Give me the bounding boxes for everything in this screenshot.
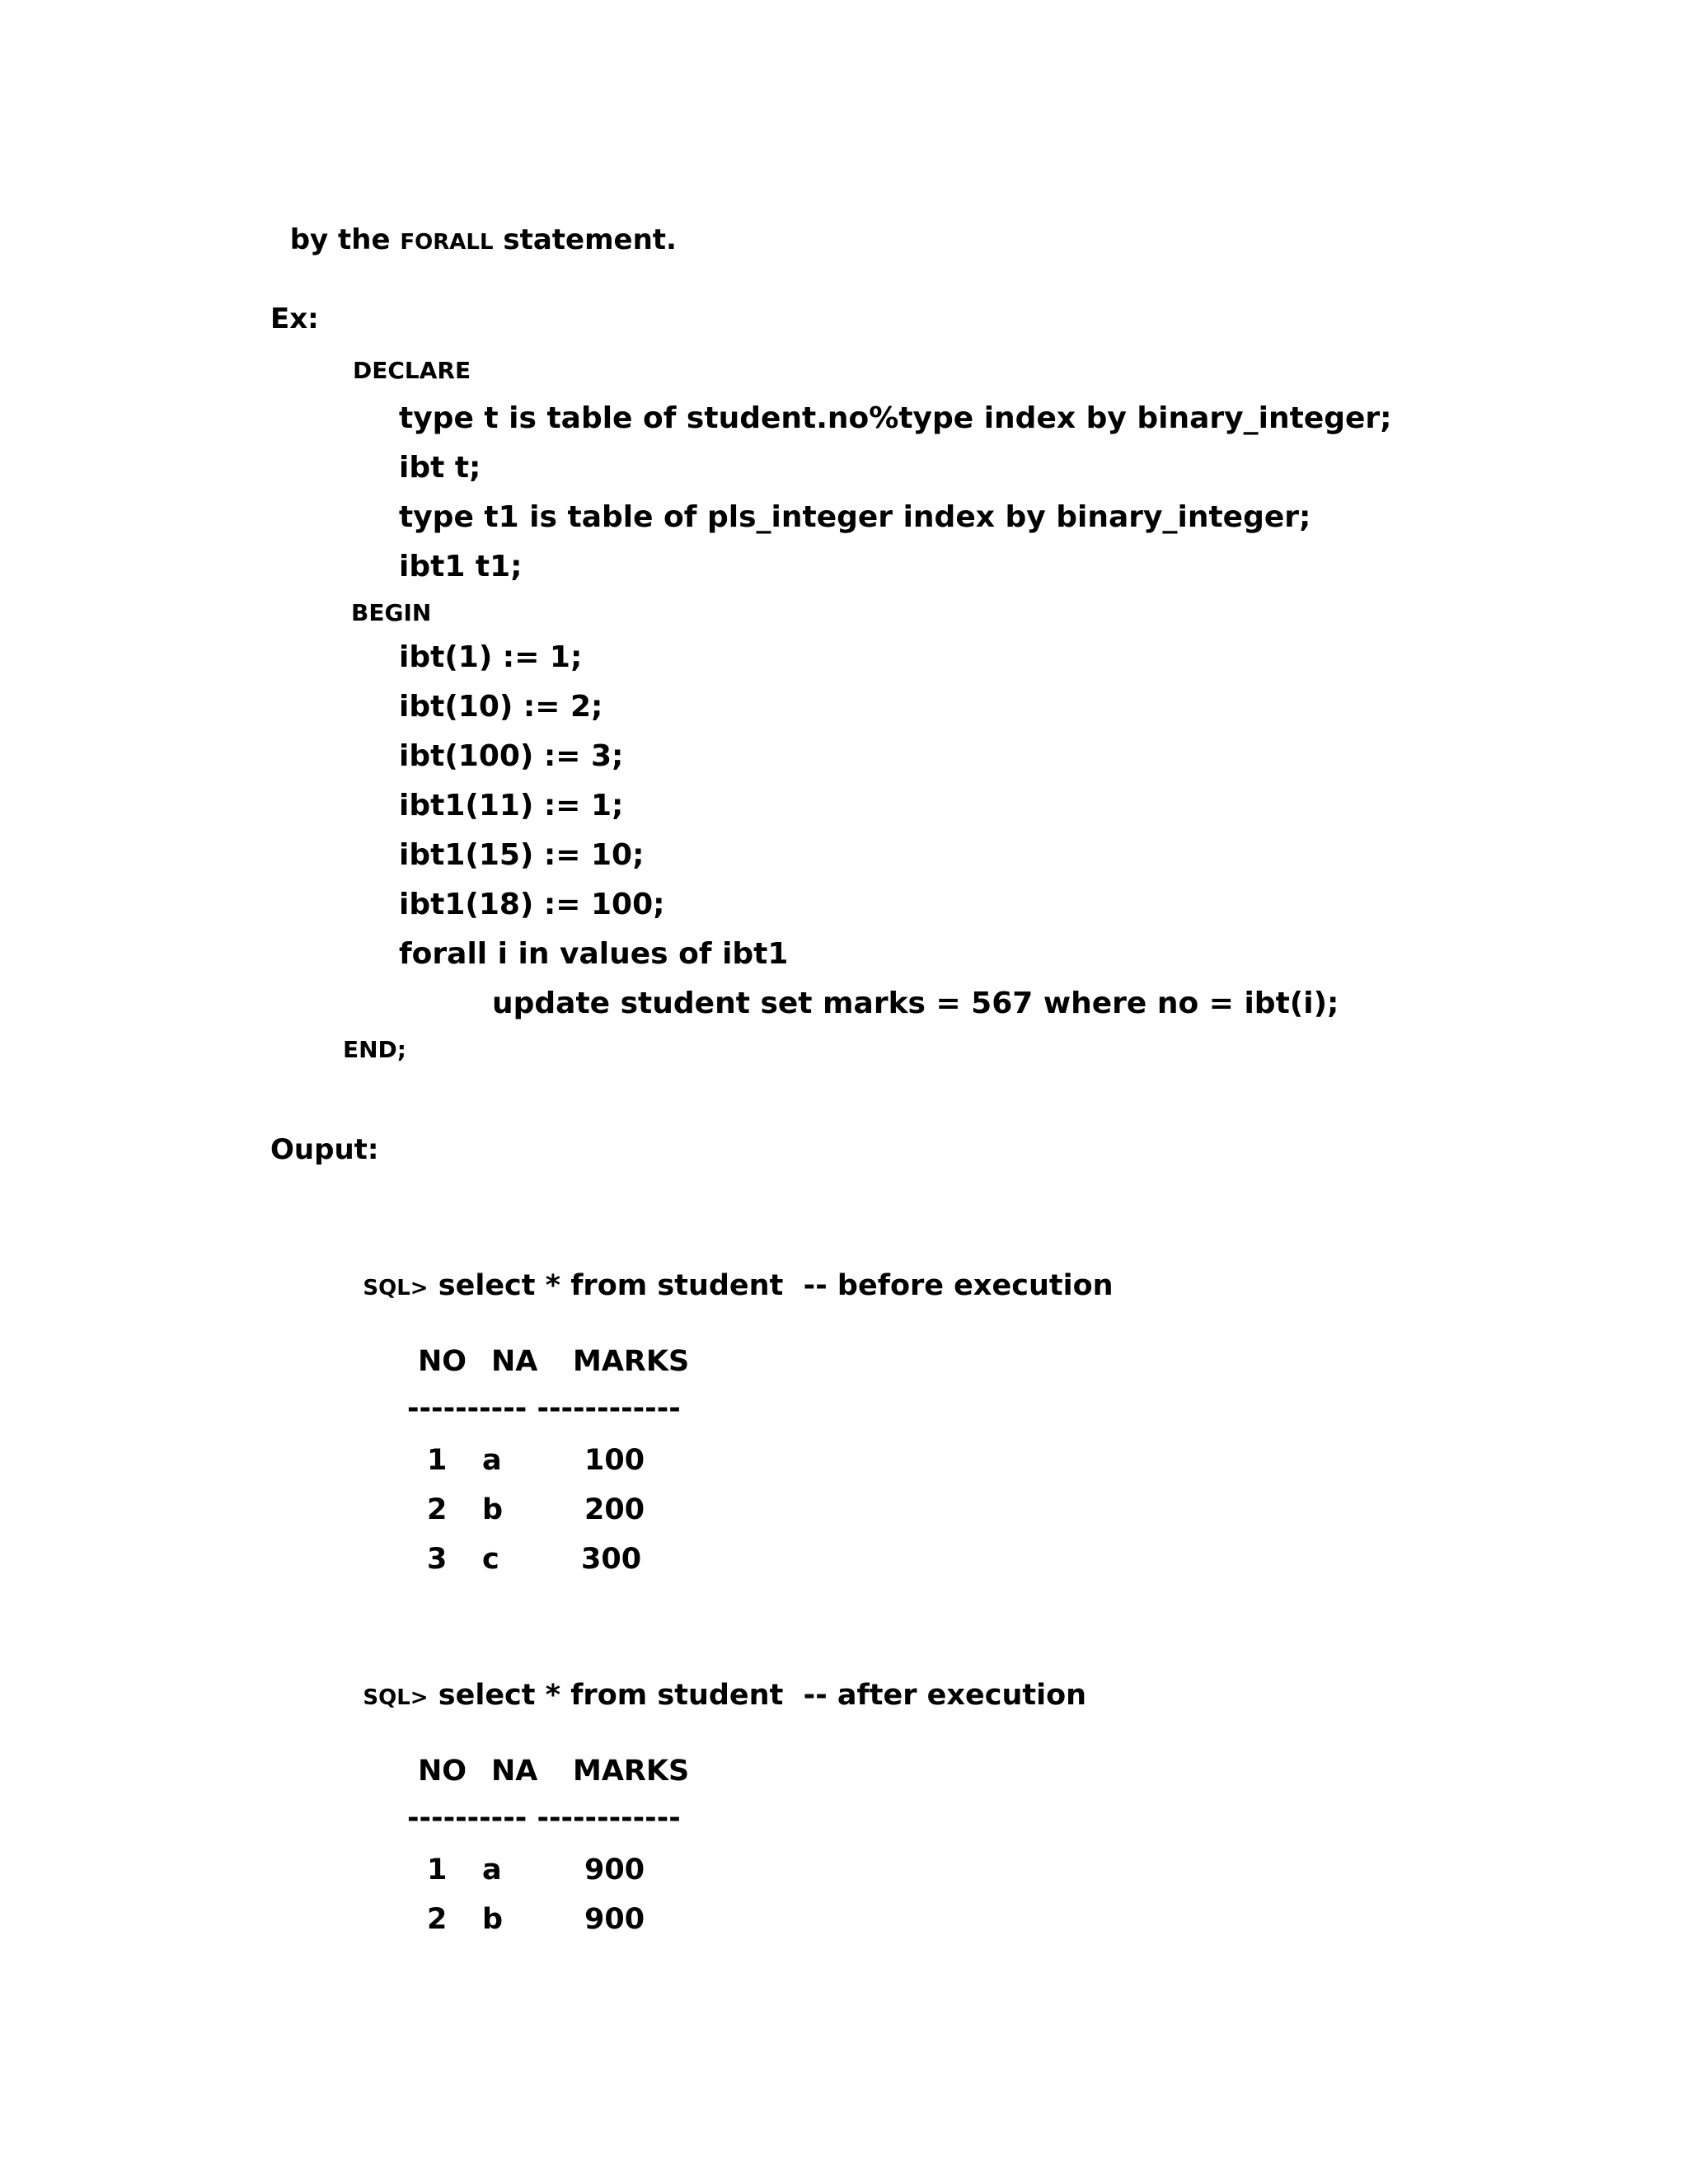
- code-line: ibt1(11) := 1;: [399, 789, 624, 823]
- sql-query-before: [343, 1243, 1114, 1301]
- code-line: ibt t;: [399, 451, 481, 485]
- cell-marks: 100: [584, 1444, 645, 1477]
- cell-no: 3: [427, 1543, 448, 1576]
- sql-statement: select * from student -- before execution: [428, 1269, 1114, 1302]
- cell-na: a: [482, 1854, 502, 1886]
- cell-no: 2: [427, 1903, 448, 1936]
- cell-marks: 300: [581, 1543, 642, 1576]
- cell-marks: 900: [584, 1903, 645, 1936]
- output-label: Ouput:: [270, 1133, 379, 1166]
- intro-suffix: statement.: [493, 223, 677, 256]
- cell-na: a: [482, 1444, 502, 1477]
- cell-na: b: [482, 1493, 504, 1526]
- cell-marks: 900: [584, 1854, 645, 1886]
- cell-no: 1: [427, 1444, 448, 1477]
- cell-marks: 200: [584, 1493, 645, 1526]
- begin-keyword: BEGIN: [351, 599, 432, 626]
- column-header-na: NA: [491, 1755, 538, 1788]
- example-label: Ex:: [270, 302, 319, 335]
- update-statement: update student set marks = 567 where no = ibt(i);: [492, 987, 1339, 1020]
- column-header-no: NO: [418, 1755, 467, 1788]
- cell-na: b: [482, 1903, 504, 1936]
- table-separator: ---------- ------------: [407, 1392, 681, 1425]
- declare-keyword: DECLARE: [353, 357, 471, 384]
- sql-prompt: SQL>: [363, 1685, 429, 1710]
- sql-statement: select * from student -- after execution: [428, 1679, 1087, 1712]
- code-line: ibt(1) := 1;: [399, 640, 583, 674]
- sql-query-after: [343, 1652, 1086, 1710]
- code-line: type t1 is table of pls_integer index by binary_integer;: [399, 500, 1311, 534]
- sql-prompt: SQL>: [363, 1276, 429, 1301]
- cell-no: 1: [427, 1854, 448, 1886]
- code-line: ibt1 t1;: [399, 550, 523, 583]
- column-header-marks: MARKS: [573, 1345, 690, 1378]
- code-line: ibt(100) := 3;: [399, 739, 624, 773]
- intro-line: [270, 198, 677, 254]
- code-line: ibt1(15) := 10;: [399, 838, 645, 872]
- end-keyword: END;: [343, 1036, 406, 1063]
- column-header-na: NA: [491, 1345, 538, 1378]
- column-header-marks: MARKS: [573, 1755, 690, 1788]
- code-line: ibt(10) := 2;: [399, 690, 603, 724]
- cell-na: c: [482, 1543, 499, 1576]
- code-line: forall i in values of ibt1: [399, 937, 789, 971]
- forall-keyword: FORALL: [400, 230, 494, 255]
- intro-prefix: by the: [289, 223, 401, 256]
- table-separator: ---------- ------------: [407, 1802, 681, 1835]
- cell-no: 2: [427, 1493, 448, 1526]
- code-line: type t is table of student.no%type index by binary_integer;: [399, 401, 1392, 435]
- code-line: ibt1(18) := 100;: [399, 888, 665, 921]
- column-header-no: NO: [418, 1345, 467, 1378]
